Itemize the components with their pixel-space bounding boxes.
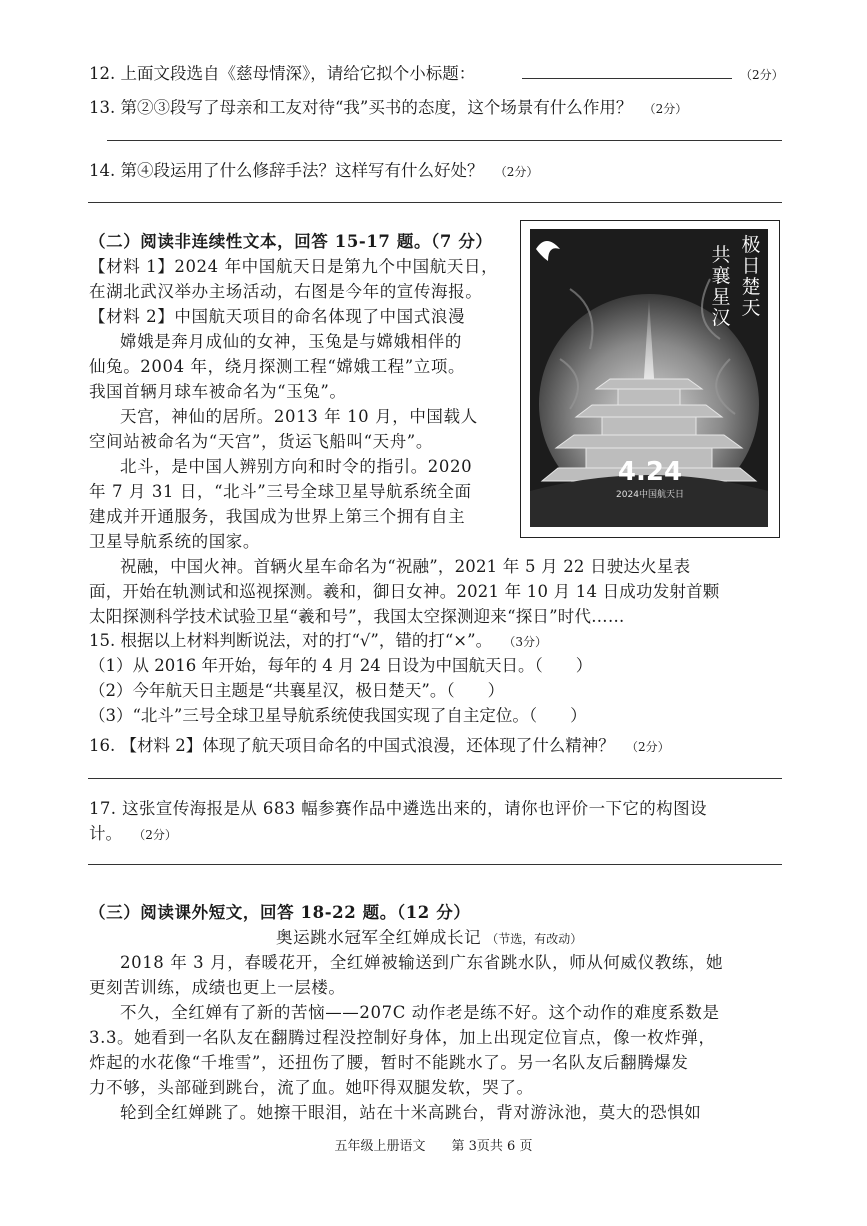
question-13-text: 13. 第②③段写了母亲和工友对待“我”买书的态度，这个场景有什么作用？	[89, 98, 633, 117]
article-line: 3.3。她看到一名队友在翻腾过程没控制好身体，加上出现定位盲点，像一枚炸弹，	[89, 1028, 716, 1047]
question-14-answer-line[interactable]	[88, 202, 782, 203]
section-2-line: 我国首辆月球车被命名为“玉兔”。	[89, 382, 347, 401]
poster-slogan-col-2: 共襄星汉	[711, 244, 731, 329]
question-13-points: （2分）	[643, 102, 688, 116]
article-line: 更刻苦训练，成绩也更上一层楼。	[89, 978, 346, 997]
question-12	[89, 60, 475, 84]
section-2-line: 卫星导航系统的国家。	[89, 532, 260, 551]
section-2-line: 北斗，是中国人辨别方向和时令的指引。2020	[120, 457, 473, 476]
question-13-answer-line[interactable]	[107, 140, 782, 141]
question-14-text: 14. 第④段运用了什么修辞手法？这样写有什么好处？	[89, 161, 484, 180]
question-16-text: 16. 【材料 2】体现了航天项目命名的中国式浪漫，还体现了什么精神？	[89, 736, 615, 755]
poster-caption: 2024中国航天日	[616, 490, 684, 500]
section-2-line: 天宫，神仙的居所。2013 年 10 月，中国载人	[120, 407, 478, 426]
poster-slogan	[705, 234, 765, 329]
section-2-line: 年 7 月 31 日，“北斗”三号全球卫星导航系统全面	[89, 482, 472, 501]
section-2-line: 【材料 1】2024 年中国航天日是第九个中国航天日，	[89, 257, 499, 276]
question-17-text: 计。	[89, 824, 122, 843]
section-2-line: 祝融，中国火神。首辆火星车命名为“祝融”，2021 年 5 月 22 日驶达火星表	[120, 557, 691, 576]
question-16	[89, 732, 670, 756]
question-15	[89, 627, 547, 651]
space-day-poster	[520, 220, 780, 538]
poster-slogan-col-1: 极日楚天	[741, 234, 761, 319]
section-2-line: 仙兔。2004 年，绕月探测工程“嫦娥工程”立项。	[89, 357, 466, 376]
question-12-text: 12. 上面文段选自《慈母情深》，请给它拟个小标题：	[89, 64, 476, 83]
question-14-points: （2分）	[494, 165, 539, 179]
article-title-row	[276, 924, 582, 948]
article-title: 奥运跳水冠军全红婵成长记	[276, 928, 482, 947]
section-2-line: 建成并开通服务，我国成为世界上第三个拥有自主	[89, 507, 466, 526]
question-13	[89, 94, 687, 118]
article-line: 不久，全红婵有了新的苦恼——207C 动作老是练不好。这个动作的难度系数是	[120, 1003, 720, 1022]
article-line: 轮到全红婵跳了。她擦干眼泪，站在十米高跳台，背对游泳池，莫大的恐惧如	[120, 1103, 702, 1122]
question-15-item[interactable]: （3）“北斗”三号全球卫星导航系统使我国实现了自主定位。（ ）	[89, 706, 587, 725]
section-2-line: 在湖北武汉举办主场活动，右图是今年的宣传海报。	[89, 282, 483, 301]
section-3-heading: （三）阅读课外短文，回答 18-22 题。（12 分）	[89, 903, 471, 922]
question-17-points: （2分）	[133, 828, 177, 842]
question-14	[89, 157, 538, 181]
section-2-line: 嫦娥是奔月成仙的女神，玉兔是与嫦娥相伴的	[120, 332, 462, 351]
question-17-line-2	[89, 820, 177, 844]
question-16-answer-line[interactable]	[88, 778, 782, 779]
question-15-item[interactable]: （2）今年航天日主题是“共襄星汉，极日楚天”。（ ）	[89, 681, 505, 700]
article-line: 力不够，头部碰到跳台，流了血。她吓得双腿发软，哭了。	[89, 1078, 534, 1097]
article-line: 2018 年 3 月，春暖花开，全红婵被输送到广东省跳水队，师从何威仪教练，她	[120, 953, 724, 972]
article-line: 炸起的水花像“千堆雪”，还扭伤了腰，暂时不能跳水了。另一名队友后翻腾爆发	[89, 1053, 689, 1072]
section-2-heading: （二）阅读非连续性文本，回答 15-17 题。（7 分）	[89, 232, 493, 251]
question-15-item[interactable]: （1）从 2016 年开始，每年的 4 月 24 日设为中国航天日。（ ）	[89, 656, 593, 675]
question-16-points: （2分）	[625, 740, 670, 754]
question-15-text: 15. 根据以上材料判断说法，对的打“√”，错的打“×”。	[89, 631, 493, 650]
poster-date: 4.24	[617, 457, 683, 487]
question-12-answer-line[interactable]	[522, 78, 732, 79]
section-2-line: 【材料 2】中国航天项目的命名体现了中国式浪漫	[89, 307, 466, 326]
page-footer: 五年级上册语文 第 3页共 6 页	[334, 1139, 533, 1154]
section-2-line: 面，开始在轨测试和巡视探测。羲和，御日女神。2021 年 10 月 14 日成功发射首颗	[89, 582, 720, 601]
article-title-note: （节选，有改动）	[486, 932, 583, 946]
question-12-points: （2分）	[740, 68, 784, 82]
question-17-line-1: 17. 这张宣传海报是从 683 幅参赛作品中遴选出来的，请你也评价一下它的构图设	[89, 799, 707, 818]
section-2-line: 空间站被命名为“天宫”，货运飞船叫“天舟”。	[89, 432, 433, 451]
question-15-points: （3分）	[503, 635, 547, 649]
question-17-answer-line[interactable]	[88, 864, 782, 865]
section-2-line: 太阳探测科学技术试验卫星“羲和号”，我国太空探测迎来“探日”时代……	[89, 607, 625, 626]
